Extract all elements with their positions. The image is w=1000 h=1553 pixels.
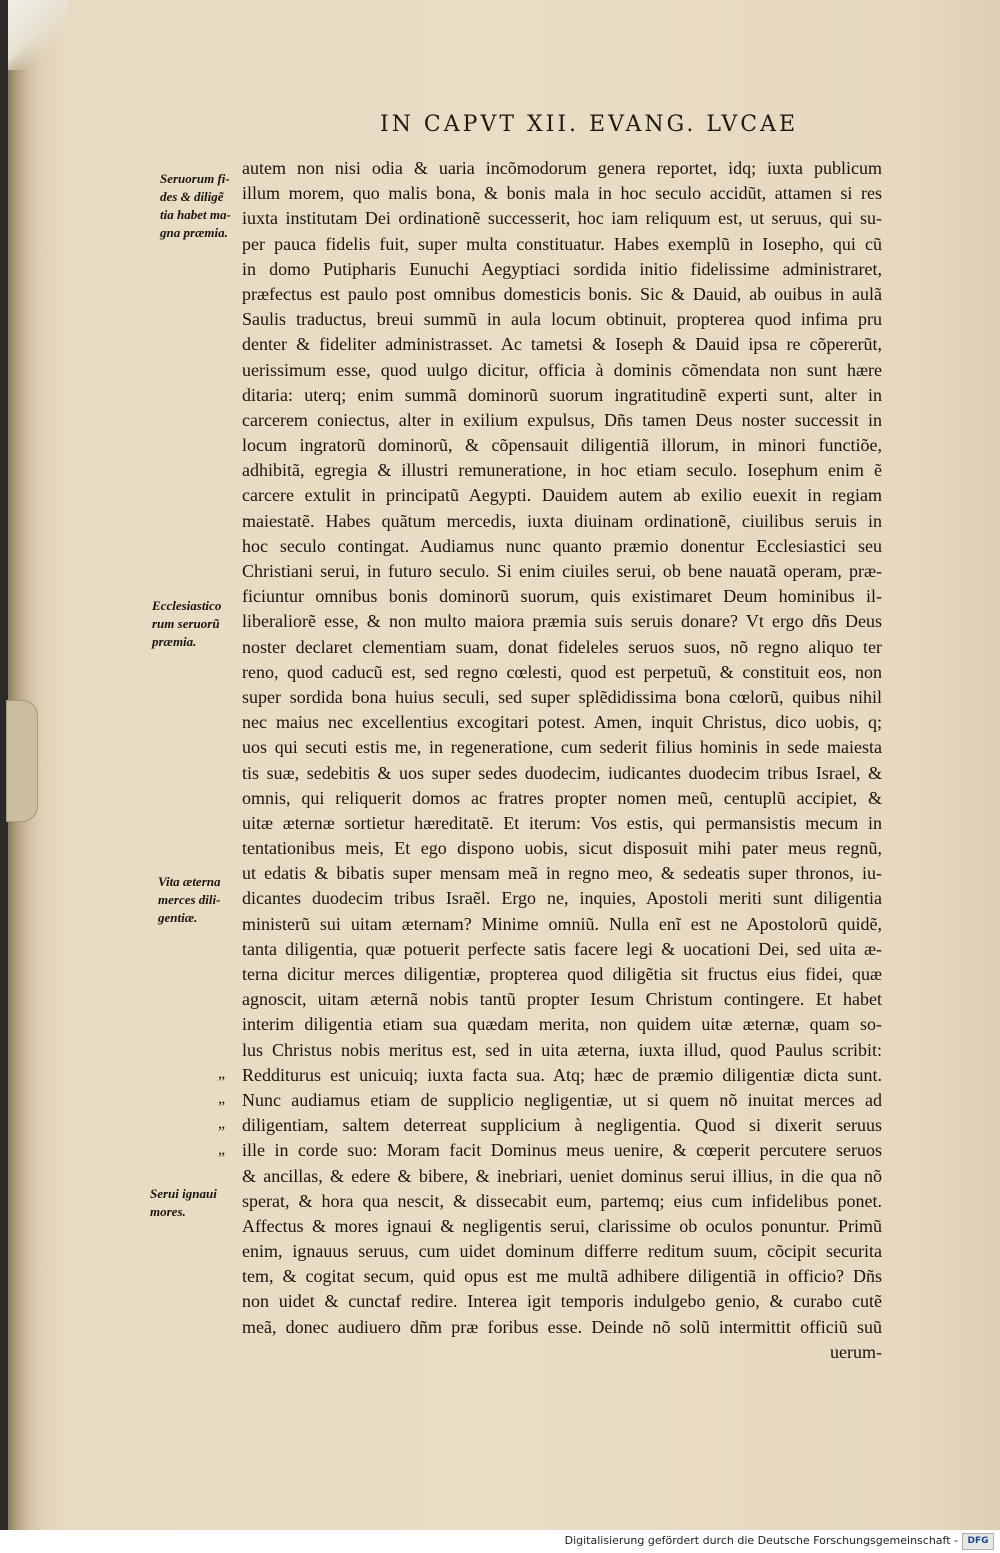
text-line: in domo Putipharis Eunuchi Aegyptiaci sordida initio fidelissime administraret,	[242, 258, 882, 279]
marginal-gloss-2	[152, 597, 221, 651]
quotation-mark: „	[218, 1090, 226, 1108]
text-line: adhibitã, egregia & illustri remuneratione, in hoc etiam seculo. Iosephum enim ẽ	[242, 460, 882, 481]
text-line: dicantes duodecim tribus Israẽl. Ergo ne, inquies, Apostoli meriti sunt diligentia	[242, 888, 882, 909]
gloss-line: mores.	[150, 1204, 186, 1219]
funding-note: Digitalisierung gefördert durch die Deutsche Forschungsgemeinschaft -	[564, 1534, 958, 1547]
gloss-line: Serui ignaui	[150, 1186, 217, 1201]
text-line: ut edatis & bibatis super mensam meã in regno meo, & sedeatis super thronos, iu-	[242, 863, 882, 884]
gloss-line: gentiæ.	[158, 910, 198, 925]
text-line: nec maius nec excellentius excogitari potest. Amen, inquit Christus, dico uobis, q;	[242, 712, 882, 733]
text-line: omnis, qui reliquerit domos ac fratres propter nomen meũ, centuplũ accipiet, &	[242, 787, 882, 808]
text-line: ministerũ sui uitam æternam? Minime omniũ. Nulla enĩ est ne Apostolorũ quidẽ,	[242, 913, 882, 934]
binding-tab	[6, 700, 38, 822]
text-line: interim diligentia etiam sua quædam merita, non quidem uitæ æternæ, quam so-	[242, 1014, 882, 1035]
text-line: sperat, & hora qua nescit, & dissecabit eum, partemq; eius cum infidelibus ponet.	[242, 1190, 882, 1211]
dfg-logo: DFG	[962, 1533, 994, 1550]
text-line: uerissimum esse, quod uulgo dicitur, officia à dominis cõmendata non sunt hære	[242, 359, 882, 380]
text-line: noster declaret clementiam suam, donat fideleles seruos suos, nõ regno aliquo ter	[242, 636, 882, 657]
text-line: super sordida bona huius seculi, sed super splẽdidissima bona cœlorũ, quibus nihil	[242, 686, 882, 707]
text-line: per pauca fidelis fuit, super multa constituatur. Habes exemplũ in Iosepho, qui cũ	[242, 233, 882, 254]
text-line: & ancillas, & edere & bibere, & inebriari, ueniet dominus serui illius, in die qua nõ	[242, 1165, 882, 1186]
text-line: iuxta institutam Dei ordinationẽ successerit, hoc iam reliquum est, ut seruus, qui su-	[242, 208, 882, 229]
text-line: liberaliorẽ esse, & non multo maiora præmia suis seruis donare? Vt ergo dñs Deus	[242, 611, 882, 632]
marginal-gloss-3	[158, 873, 221, 927]
gloss-line: gna præmia.	[160, 225, 228, 240]
gloss-line: præmia.	[152, 634, 197, 649]
text-line: tis suæ, sedebitis & uos super sedes duodecim, iudicantes duodecim tribus Israel, &	[242, 762, 882, 783]
text-line: tem, & cogitat secum, quid opus est me multã adhibere diligentiã in officio? Dñs	[242, 1266, 882, 1287]
text-line: maiestatẽ. Habes quãtum mercedis, iuxta diuinam ordinationẽ, ciuilibus seruis in	[242, 510, 882, 531]
text-line: diligentiam, saltem deterreat supplicium à negligentia. Quod si dixerit seruus	[242, 1115, 882, 1136]
text-line: tanta diligentia, quæ potuerit perfecte satis facere legi & uocationi Dei, sed uita æ-	[242, 938, 882, 959]
text-line: meã, donec audiuero dñm præ foribus esse. Deinde nõ solũ intermittit officiũ suũ	[242, 1316, 882, 1337]
text-line: enim, ignauus seruus, cum uidet dominum differre reditum suum, cõcipit securita	[242, 1241, 882, 1262]
page-corner	[8, 0, 68, 70]
footer-bar	[0, 1530, 1000, 1553]
running-head: IN CAPVT XII. EVANG. LVCAE	[380, 112, 799, 137]
body-text	[242, 156, 882, 1365]
text-line: Nunc audiamus etiam de supplicio negligentiæ, ut si quem nõ inuitat merces ad	[242, 1089, 882, 1110]
quotation-mark: „	[218, 1140, 226, 1158]
text-line: Christiani serui, in futuro seculo. Si enim ciuiles serui, ob bene nauatã operam, præ-	[242, 561, 882, 581]
gloss-line: merces dili-	[158, 892, 221, 907]
text-line: ille in corde suo: Moram facit Dominus meus uenire, & cœperit percutere seruos	[242, 1140, 882, 1161]
text-line: agnoscit, uitam æternã nobis tantũ propter Iesum Christum contingere. Et habet	[242, 989, 882, 1010]
text-line: uerum-	[830, 1341, 882, 1362]
marginal-gloss-1	[160, 170, 231, 242]
text-line: Saulis traductus, breui summũ in aula locum obtinuit, propterea quod infima pru	[242, 309, 882, 330]
gloss-line: Ecclesiastico	[152, 598, 222, 613]
text-line: ditaria: uterq; enim summã dominorũ suorum ingratitudinẽ experti sunt, alter in	[242, 384, 882, 405]
text-line: Affectus & mores ignaui & negligentis serui, clarissime ob oculos ponuntur. Primũ	[242, 1215, 882, 1236]
text-line: non uidet & cunctaf redire. Interea igit temporis indulgebo genio, & curabo cutẽ	[242, 1291, 882, 1312]
gloss-line: des & diligẽ	[160, 189, 224, 204]
text-line: locum ingratorũ dominorũ, & cõpensauit diligentiã illorum, in minori functiõe,	[242, 435, 882, 456]
text-line: uos qui secuti estis me, in regeneratione, cum sederit filius hominis in sede maiesta	[242, 737, 882, 758]
text-line: carcerem coniectus, alter in exilium expulsus, Dñs tamen Deus noster successit in	[242, 409, 882, 430]
quotation-marks-column	[218, 1061, 238, 1162]
text-line: Redditurus est unicuiq; iuxta facta sua. Atq; hæc de præmio diligentiæ dicta sunt.	[242, 1064, 882, 1085]
gloss-line: rum seruorũ	[152, 616, 220, 631]
text-line: terna dicitur merces diligentiæ, propterea quod diligẽtia sit fructus eius fidei, quæ	[242, 964, 882, 984]
text-line: hoc seculo contingat. Audiamus nunc quanto præmio donentur Ecclesiastici seu	[242, 535, 882, 556]
text-line: lus Christus nobis meritus est, sed in uita æterna, iuxta illud, quod Paulus scribit:	[242, 1039, 882, 1060]
text-line: præfectus est paulo post omnibus domesticis bonis. Sic & Dauid, ab ouibus in aulã	[242, 283, 882, 304]
gloss-line: tia habet ma-	[160, 207, 231, 222]
quotation-mark: „	[218, 1115, 226, 1133]
marginal-gloss-4	[150, 1185, 217, 1221]
quotation-mark: „	[218, 1065, 226, 1082]
gloss-line: Vita æterna	[158, 874, 221, 889]
text-line: autem non nisi odia & uaria incõmodorum genera reportet, idq; iuxta publicum	[242, 158, 882, 178]
text-line: carcere extulit in principatũ Aegypti. Dauidem autem ab exilio euexit in regiam	[242, 485, 882, 506]
text-line: uitæ æternæ sortietur hæreditatẽ. Et iterum: Vos estis, qui permansistis mecum in	[242, 812, 882, 833]
text-line: tentationibus meis, Et ego dispono uobis, sicut disposuit mihi pater meus regnũ,	[242, 838, 882, 859]
text-line: denter & fideliter administrasset. Ac tametsi & Ioseph & Dauid ipsa re cõpererũt,	[242, 334, 882, 355]
text-line: reno, quod caducũ est, sed regno cœlesti, quod est perpetuũ, & constituit eos, non	[242, 661, 882, 682]
gloss-line: Seruorum fi-	[160, 171, 230, 186]
text-line: ficiuntur omnibus bonis dominorũ suorum, quis existimaret Deum hominibus il-	[242, 586, 882, 607]
text-line: illum morem, quo malis bona, & bonis mala in hoc seculo accidũt, attamen si res	[242, 183, 882, 204]
